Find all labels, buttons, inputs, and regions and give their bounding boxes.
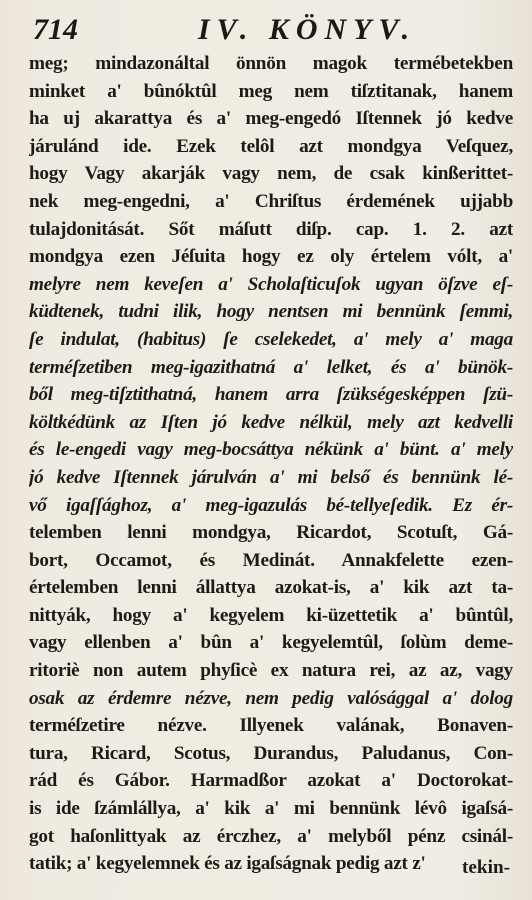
text-line: nek meg-engedni, a' Chriſtus érdemének ujjabb [29, 190, 513, 212]
body-text [29, 50, 513, 878]
text-line: meg; mindazonáltal önnön magok termébetekben [29, 53, 513, 74]
text-line: rád és Gábor. Harmadßor azokat a' Doctorokat- [29, 770, 513, 792]
text-line: is ide ſzámlállya, a' kik a' mi bennünk lévô igaſsá- [29, 798, 513, 820]
text-line: ſe indulat, (habitus) ſe cselekedet, a' mely a' maga [29, 328, 513, 350]
text-line: bort, Occamot, és Medinát. Annakfelette ezen- [29, 549, 513, 571]
text-line: got haſonlittyak az érczhez, a' melyből pénz csinál- [29, 825, 513, 847]
catchword: tekin- [462, 857, 510, 878]
text-line: nittyák, hogy a' kegyelem ki-üzettetik a' bûntûl, [29, 604, 513, 626]
text-line: vagy ellenben a' bûn a' kegyelemtûl, ſolùm deme- [29, 632, 513, 654]
text-line: ha uj akarattya és a' meg-engedó Iſtennek jó kedve [29, 108, 513, 130]
text-line: minket a' bûnóktûl meg nem tiſztitanak, hanem [29, 80, 513, 102]
page-number: 714 [33, 13, 78, 46]
text-line: ből meg-tiſztithatná, hanem arra ſzükségesképpen ſzü- [29, 384, 513, 406]
text-line: költkédünk az Iſten jó kedve nélkül, mely azt kedvelli [29, 411, 513, 433]
text-line: tatik; a' kegyelemnek és az igaſságnak pedig azt z' [29, 853, 426, 875]
text-line: hogy Vagy akarják vagy nem, de csak kinßerittet- [29, 163, 513, 185]
page-header [33, 13, 507, 53]
text-line: vő igaſſághoz, a' meg-igazulás bé-tellyeſedik. Ez ér- [29, 494, 513, 516]
text-line: és le-engedi vagy meg-bocsáttya nékünk a' bünt. a' mely [29, 439, 513, 461]
running-title: IV. KÖNYV. [198, 13, 417, 46]
text-line: tura, Ricard, Scotus, Durandus, Paludanus, Con- [29, 742, 513, 764]
text-line: terméſzetiben meg-igazithatná a' lelket, és a' bünök- [29, 356, 513, 378]
text-line: melyre nem keveſen a' Scholaſticuſok ugyan öſzve eſ- [29, 273, 513, 295]
text-line: terméſzetire nézve. Illyenek valának, Bonaven- [29, 715, 513, 737]
text-line: tulajdonitását. Sőt máſutt diſp. cap. 1. 2. azt [29, 218, 513, 240]
text-line: telemben lenni mondgya, Ricardot, Scotuſt, Gá- [29, 522, 513, 544]
text-line: ritoriè non autem phyſicè ex natura rei, az az, vagy [29, 660, 513, 682]
text-line: értelemben lenni állattya azokat-is, a' kik azt ta- [29, 577, 513, 599]
text-line: osak az érdemre nézve, nem pedig valósággal a' dolog [29, 687, 513, 709]
text-line: járulánd ide. Ezek telôl azt mondgya Veſquez, [29, 135, 513, 157]
text-line: jó kedve Iſtennek járulván a' mi belső és bennünk lé- [29, 466, 513, 488]
text-line: küdtenek, tudni ilik, hogy nentsen mi bennünk ſemmi, [29, 301, 513, 323]
text-line: mondgya ezen Jéſuita hogy ez oly értelem vólt, a' [29, 246, 513, 268]
